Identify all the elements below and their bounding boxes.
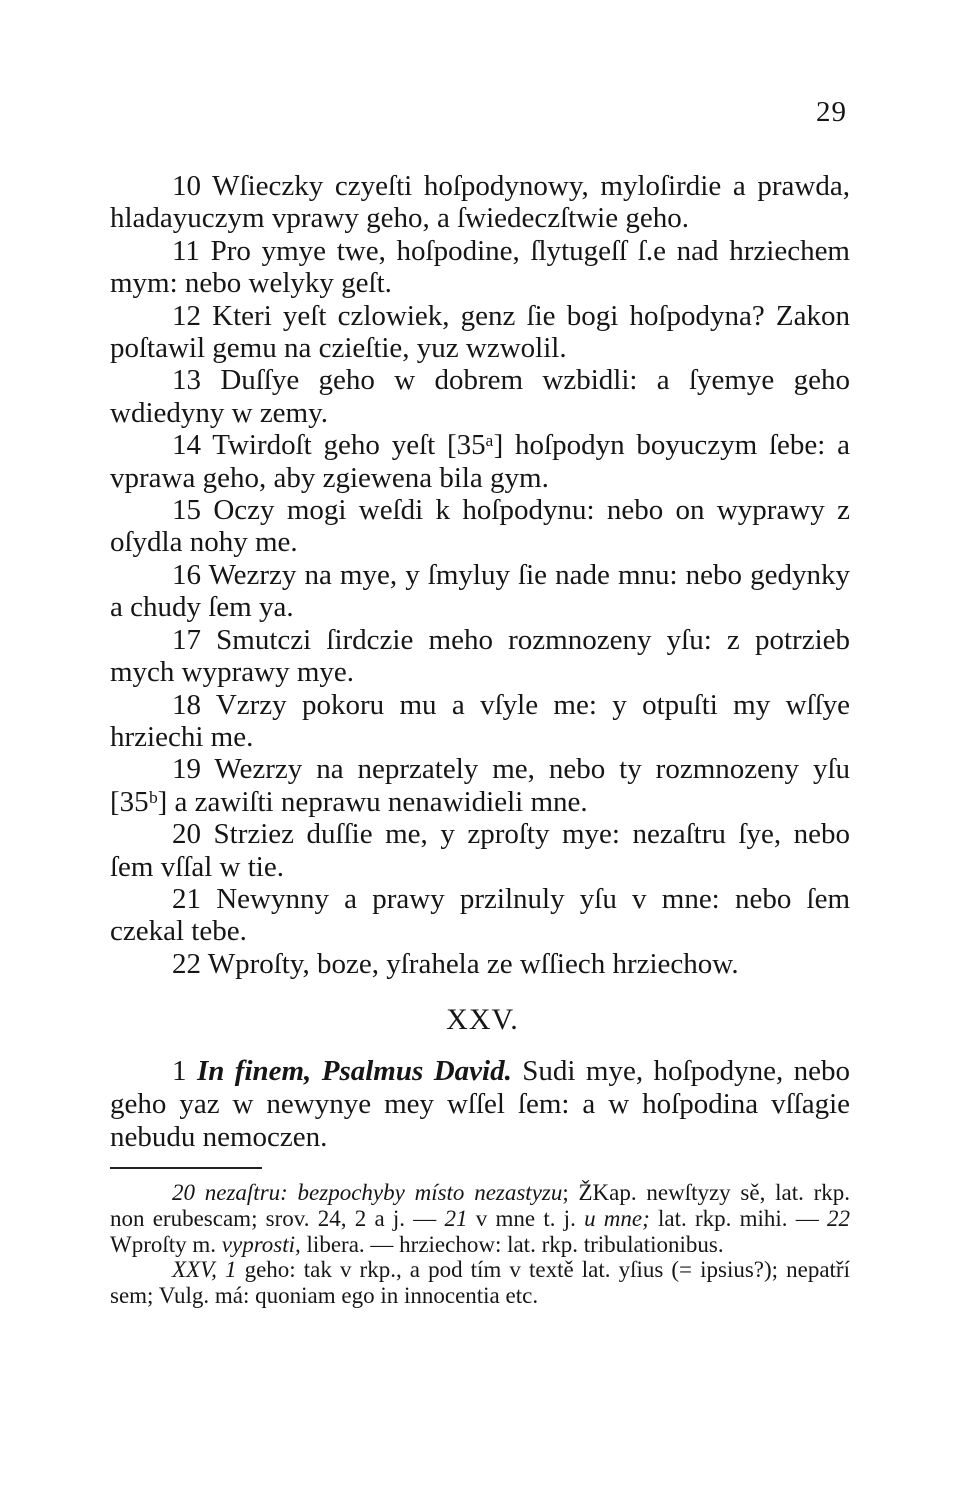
fn2-ref: XXV, 1 <box>172 1257 237 1283</box>
footnote-2 <box>110 1257 850 1309</box>
fn1-text-2: v mne t. j. <box>467 1205 585 1231</box>
footnote-1 <box>110 1180 850 1257</box>
fn1-text-1: ; ŽKap. newſtyzy sě, lat. rkp. non erubescam; srov. 24, 2 a j. — <box>110 1180 850 1231</box>
verse-19: 19 Wezrzy na neprzately me, nebo ty rozmnozeny yſu [35ᵇ] a zawiſti neprawu nenawidieli mne. <box>110 753 850 818</box>
page-number: 29 <box>816 96 847 128</box>
verse-21: 21 Newynny a prawy przilnuly yſu v mne: nebo ſem czekal tebe. <box>110 882 850 948</box>
psalm-25-verse-1 <box>110 1055 850 1154</box>
psalm-25-block <box>110 1055 850 1154</box>
fn1-term-1: nezastyzu <box>474 1180 563 1205</box>
fn1-ref-21: 21 <box>444 1205 468 1231</box>
psalm-verses <box>110 170 850 980</box>
verse-number: 1 <box>172 1055 187 1087</box>
fn1-term-3: vyprosti, <box>221 1231 301 1257</box>
fn1-text-4: Wproſty m. <box>110 1231 222 1257</box>
verse-20: 20 Strziez duſſie me, y zproſty mye: nezaſtru ſye, nebo ſem vſſal w tie. <box>110 818 850 883</box>
verse-15: 15 Oczy mogi weſdi k hoſpodynu: nebo on wyprawy z oſydla nohy me. <box>110 494 850 559</box>
fn1-ref: 20 nezaſtru: bezpochyby místo <box>172 1180 475 1205</box>
verse-14: 14 Twirdoſt geho yeſt [35ᵃ] hoſpodyn boyuczym ſebe: a vprawa geho, aby zgiewena bila gym. <box>110 429 850 494</box>
verse-18: 18 Vzrzy pokoru mu a vſyle me: y otpuſti my wſſye hrziechi me. <box>110 688 850 753</box>
footnote-divider <box>110 1167 262 1169</box>
fn1-term-2: u mne; <box>584 1205 650 1231</box>
verse-12: 12 Kteri yeſt czlowiek, genz ſie bogi hoſpodyna? Zakon poſtawil gemu na czieſtie, yuz wzwolil. <box>110 299 850 365</box>
verse-text: Sudi mye, hoſpodyne, nebo geho yaz w newynye mey wſſel ſem: a w hoſpodina vſſagie nebudu nemoczen. <box>110 1055 851 1153</box>
verse-11: 11 Pro ymye twe, hoſpodine, ſlytugeſſ ſ.e nad hrziechem mym: nebo welyky geſt. <box>110 234 850 300</box>
fn2-text: geho: tak v rkp., a pod tím v textě lat. yſius (= ipsius?); nepatří sem; Vulg. má: quoniam ego in innocentia etc. <box>110 1257 850 1309</box>
verse-13: 13 Duſſye geho w dobrem wzbidli: a ſyemye geho wdiedyny w zemy. <box>110 364 850 429</box>
verse-16: 16 Wezrzy na mye, y ſmyluy ſie nade mnu: nebo gedynky a chudy ſem ya. <box>110 558 850 624</box>
psalm-title: In finem, Psalmus David. <box>196 1055 512 1087</box>
fn1-text-5: libera. — hrziechow: lat. rkp. tribulationibus. <box>300 1231 724 1257</box>
verse-17: 17 Smutczi ſirdczie meho rozmnozeny yſu: z potrzieb mych wyprawy mye. <box>110 623 850 689</box>
section-heading: XXV. <box>446 1003 519 1036</box>
footnotes <box>110 1180 850 1309</box>
fn1-ref-22: 22 <box>827 1205 850 1231</box>
fn1-text-3: lat. rkp. mihi. — <box>649 1205 827 1231</box>
verse-10: 10 Wſieczky czyeſti hoſpodynowy, myloſirdie a prawda, hladayuczym vprawy geho, a ſwiedeczſtwie geho. <box>110 170 850 235</box>
verse-22: 22 Wproſty, boze, yſrahela ze wſſiech hrziechow. <box>172 947 739 980</box>
